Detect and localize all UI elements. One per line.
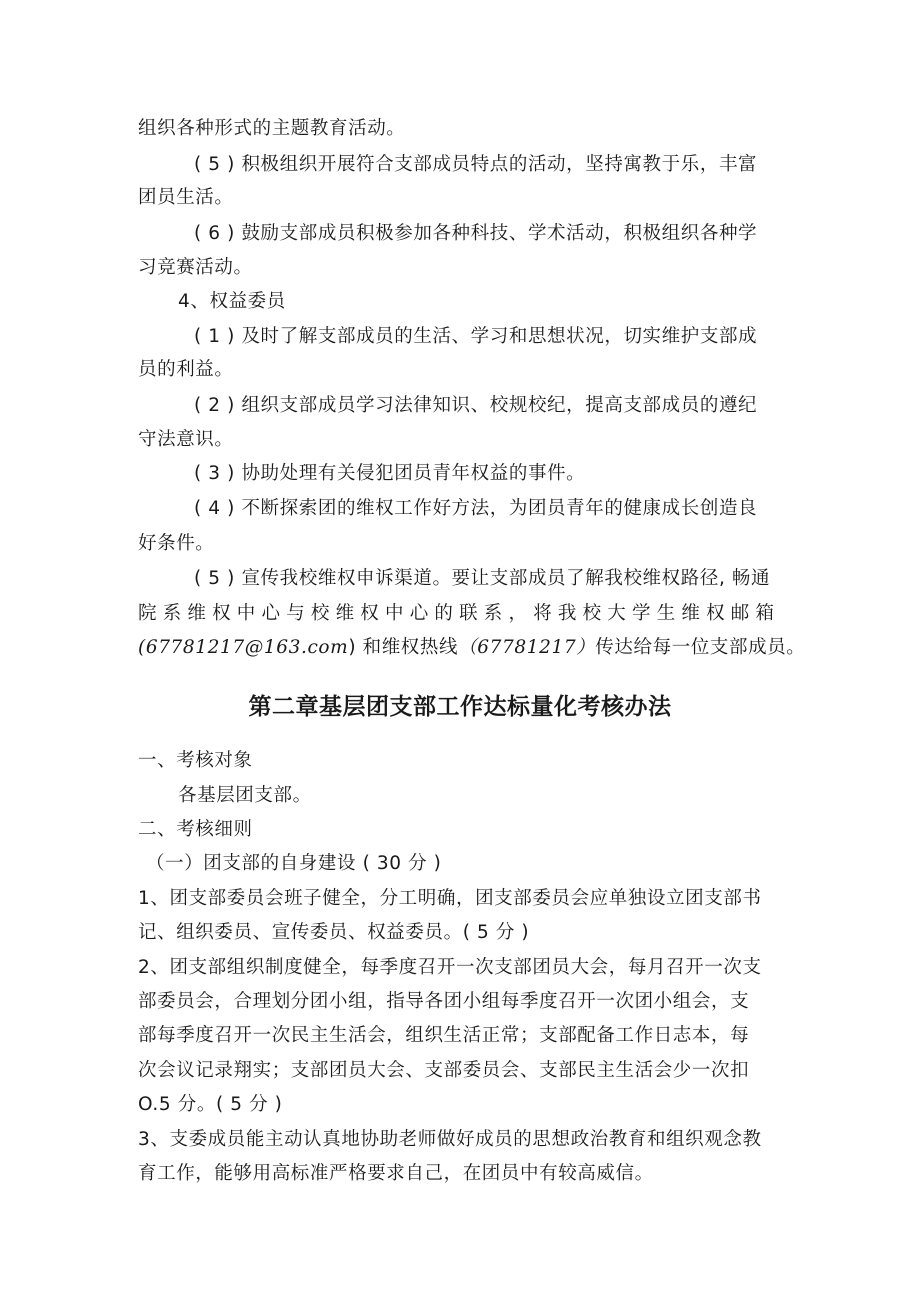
subsection-heading: 4、权益委员 [178, 291, 286, 312]
paragraph-line: ( 4 ) 不断探索团的维权工作好方法，为团员青年的健康成长创造良 [194, 498, 758, 519]
chapter-title: 第二章基层团支部工作达标量化考核办法 [248, 694, 672, 720]
paragraph-line: 部委员会，合理划分团小组，指导各团小组每季度召开一次团小组会，支 [138, 991, 750, 1012]
paragraph-line: ( 5 ) 宣传我校维权申诉渠道。要让支部成员了解我校维权路径, 畅通 [194, 568, 771, 589]
section-heading: 一、考核对象 [138, 750, 253, 771]
email-address: (67781217@163.com [138, 637, 349, 658]
subsection-heading: （一）团支部的自身建设 ( 30 分 ) [146, 853, 442, 874]
paragraph-line: 2、团支部组织制度健全，每季度召开一次支部团员大会，每月召开一次支 [138, 957, 762, 978]
paragraph-line: 好条件。 [138, 533, 215, 554]
paragraph-line: 3、支委成员能主动认真地协助老师做好成员的思想政治教育和组织观念教 [138, 1129, 762, 1150]
paragraph-line: 习竞赛活动。 [138, 257, 253, 278]
text-fragment: 传达给每一位支部成员。 [595, 637, 806, 658]
paragraph-line: 次会议记录翔实；支部团员大会、支部委员会、支部民主生活会少一次扣 [138, 1060, 750, 1081]
paragraph-line: ( 3 ) 协助处理有关侵犯团员青年权益的事件。 [194, 463, 586, 484]
text-fragment: ) 和维权热线 [348, 637, 459, 658]
paragraph-line: 院系维权中心与校维权中心的联系，将我校大学生维权邮箱 [138, 603, 781, 624]
hotline-number: （67781217） [458, 637, 596, 658]
paragraph-line: 部每季度召开一次民主生活会，组织生活正常；支部配备工作日志本，每 [138, 1025, 750, 1046]
paragraph-line: 育工作，能够用高标准严格要求自己，在团员中有较高威信。 [138, 1163, 654, 1184]
paragraph-line: 团员生活。 [138, 187, 234, 208]
paragraph-line: 各基层团支部。 [178, 785, 312, 806]
paragraph-line: 组织各种形式的主题教育活动。 [138, 118, 406, 139]
paragraph-line: 守法意识。 [138, 429, 234, 450]
paragraph-line: ( 6 ) 鼓励支部成员积极参加各种科技、学术活动，积极组织各种学 [194, 223, 758, 244]
paragraph-line [138, 635, 805, 661]
paragraph-line: 记、组织委员、宣传委员、权益委员。( 5 分 ) [138, 922, 530, 943]
paragraph-line: O.5 分。( 5 分 ) [138, 1094, 283, 1115]
paragraph-line: 1、团支部委员会班子健全，分工明确，团支部委员会应单独设立团支部书 [138, 888, 762, 909]
paragraph-line: ( 1 ) 及时了解支部成员的生活、学习和思想状况，切实维护支部成 [194, 326, 758, 347]
paragraph-line: ( 2 ) 组织支部成员学习法律知识、校规校纪，提高支部成员的遵纪 [194, 395, 758, 416]
section-heading: 二、考核细则 [138, 819, 253, 840]
paragraph-line: ( 5 ) 积极组织开展符合支部成员特点的活动，坚持寓教于乐，丰富 [194, 154, 758, 175]
paragraph-line: 员的利益。 [138, 359, 234, 380]
